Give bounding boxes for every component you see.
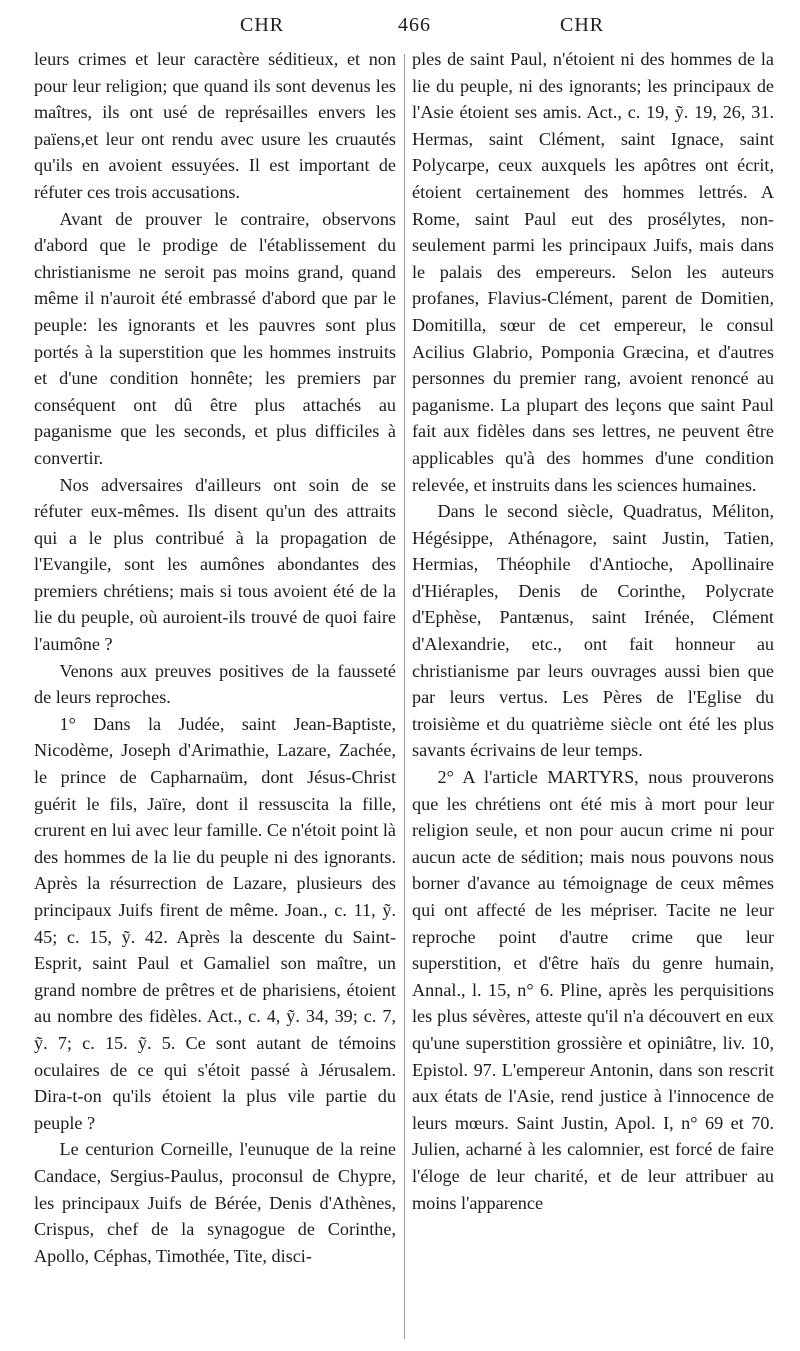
- paragraph: ples de saint Paul, n'étoient ni des hommes de la lie du peuple, ni des ignorants; les principaux de l'Asie étoient ses amis. Act., c. 19, ỹ. 19, 26, 31. Hermas, saint Clément, saint Ignace, saint Polycarpe, ceux auxquels les apôtres ont écrit, étoient certainement des hommes lettrés. A Rome, saint Paul eut des prosélytes, non-seulement parmi les principaux Juifs, mais dans le palais des empereurs. Selon les auteurs profanes, Flavius-Clément, parent de Domitien, Domitilla, sœur de cet empereur, le consul Acilius Glabrio, Pomponia Græcina, et d'autres personnes du premier rang, avoient renoncé au paganisme. La plupart des leçons que saint Paul fait aux fidèles dans ses lettres, ne peuvent être applicables qu'à des hommes d'une condition relevée, et instruits dans les sciences humaines.: [412, 49, 774, 495]
- paragraph: Venons aux preuves positives de la fausseté de leurs reproches.: [34, 660, 396, 708]
- right-column: [412, 46, 774, 1216]
- paragraph: Dans le second siècle, Quadratus, Méliton, Hégésippe, Athénagore, saint Justin, Tatien, Hermias, Théophile d'Antioche, Apollinaire d'Hiéraples, Denis de Corinthe, Polycrate d'Ephèse, Pantænus, saint Irénée, Clément d'Alexandrie, etc., ont fait honneur au christianisme par leurs ouvrages aussi bien que par leurs vertus. Les Pères de l'Eglise du troisième et du quatrième siècle ont été les plus savants écrivains de leur temps.: [412, 501, 774, 761]
- paragraph: Nos adversaires d'ailleurs ont soin de se réfuter eux-mêmes. Ils disent qu'un des attraits qui a le plus contribué à la propagation de l'Evangile, sont les aumônes abondantes des premiers chrétiens; mais si tous avoient été de la lie du peuple, où auroient-ils trouvé de quoi faire l'aumône ?: [34, 474, 396, 655]
- paragraph: leurs crimes et leur caractère séditieux, et non pour leur religion; que quand ils sont devenus les maîtres, ils ont usé de représailles envers les païens,et leur ont rendu avec usure les cruautés qu'ils en avoient essuyées. Il est important de réfuter ces trois accusations.: [34, 49, 396, 202]
- paragraph: 2° A l'article MARTYRS, nous prouverons que les chrétiens ont été mis à mort pour leur religion seule, et non pour aucun crime ni pour aucun acte de sédition; mais nous pouvons nous borner d'avance au témoignage de ceux mêmes qui ont affecté de les mépriser. Tacite ne leur reproche point d'autre crime que leur superstition, et d'être haïs du genre humain, Annal., l. 15, n° 6. Pline, après les perquisitions les plus sévères, atteste qu'il n'a découvert en eux qu'une superstition grossière et opiniâtre, liv. 10, Epistol. 97. L'empereur Antonin, dans son rescrit aux états de l'Asie, rend justice à l'innocence de leurs mœurs. Saint Justin, Apol. I, n° 69 et 70. Julien, acharné à les calomnier, est forcé de faire l'éloge de leur charité, et de leur attribuer au moins l'apparence: [412, 767, 774, 1213]
- column-divider: [404, 54, 405, 1339]
- header-right-word: CHR: [560, 14, 605, 36]
- page-number: 466: [398, 14, 431, 36]
- paragraph: Avant de prouver le contraire, observons d'abord que le prodige de l'établissement du christianisme ne seroit pas moins grand, quand même il n'auroit été embrassé d'abord que par le peuple: les ignorants et les pauvres sont plus portés à la superstition que les hommes instruits et d'une condition honnête; les premiers par conséquent ont dû être plus attachés au paganisme que les seconds, et plus difficiles à convertir.: [34, 208, 396, 468]
- text-columns: [34, 46, 774, 1346]
- left-column: [34, 46, 396, 1269]
- header-left-word: CHR: [240, 14, 285, 36]
- running-header: [40, 14, 760, 42]
- paragraph: Le centurion Corneille, l'eunuque de la reine Candace, Sergius-Paulus, proconsul de Chypre, les principaux Juifs de Bérée, Denis d'Athènes, Crispus, chef de la synagogue de Corinthe, Apollo, Céphas, Timothée, Tite, disci-: [34, 1139, 396, 1266]
- paragraph: 1° Dans la Judée, saint Jean-Baptiste, Nicodème, Joseph d'Arimathie, Lazare, Zachée, le prince de Capharnaüm, dont Jésus-Christ guérit le fils, Jaïre, dont il ressuscita la fille, crurent en lui avec leur famille. Ce n'étoit point là des hommes de la lie du peuple ni des ignorants. Après la résurrection de Lazare, plusieurs des principaux Juifs firent de même. Joan., c. 11, ỹ. 45; c. 15, ỹ. 42. Après la descente du Saint-Esprit, saint Paul et Gamaliel son maître, un grand nombre de prêtres et de pharisiens, étoient au nombre des fidèles. Act., c. 4, ỹ. 34, 39; c. 7, ỹ. 7; c. 15. ỹ. 5. Ce sont autant de témoins oculaires de ce qui s'étoit passé à Jérusalem. Dira-t-on qu'ils étoient la plus vile partie du peuple ?: [34, 713, 396, 1133]
